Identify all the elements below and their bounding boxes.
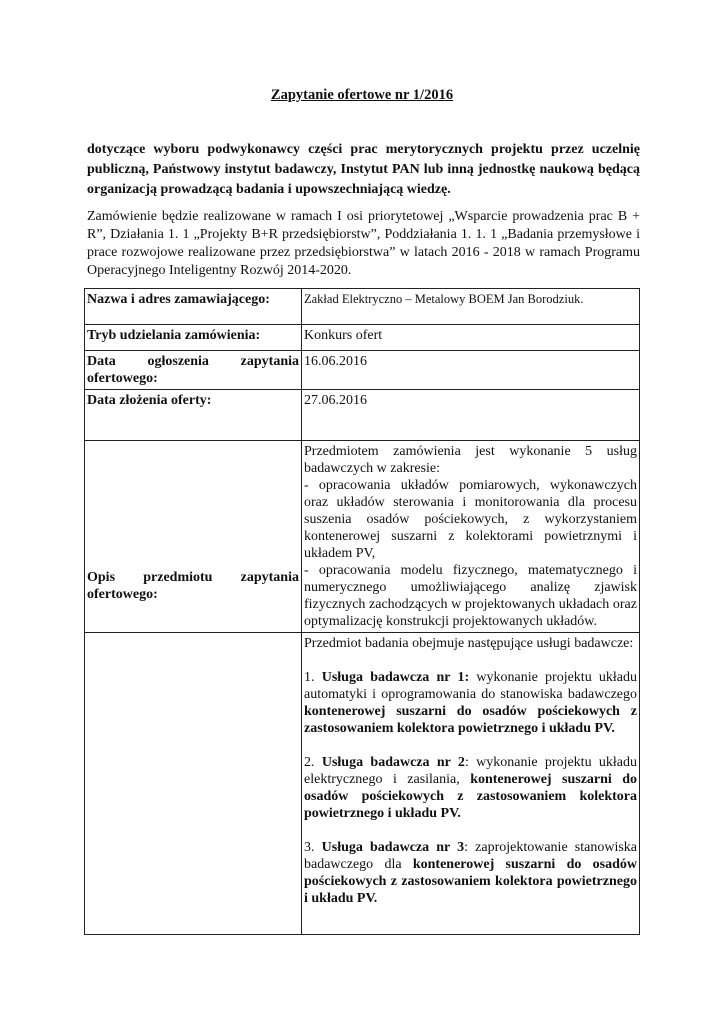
table-row xyxy=(85,390,640,441)
table-row xyxy=(85,351,640,390)
description-intro: Przedmiotem zamówienia jest wykonanie 5 usług badawczych w zakresie: xyxy=(304,444,637,476)
label-offer-date: Data złożenia oferty: xyxy=(85,390,302,441)
label-procedure: Tryb udzielania zamówienia: xyxy=(85,325,302,351)
empty-label-cell xyxy=(85,633,302,935)
value-offer-date: 27.06.2016 xyxy=(302,390,640,441)
intro-heading: dotyczące wyboru podwykonawcy części prac merytorycznych projektu przez uczelnię publiczną, Państwowy instytut badawczy, Instytut PAN lub inną jednostkę naukową będącą organizacją prowadzącą badania i upowszechniającą wiedzę. xyxy=(87,142,640,197)
label-announcement-date: Data ogłoszenia zapytania ofertowego: xyxy=(85,351,302,390)
value-procedure: Konkurs ofert xyxy=(302,325,640,351)
info-table xyxy=(84,288,640,935)
service-1-number: 1. xyxy=(304,670,315,685)
table-row xyxy=(85,441,640,633)
funding-paragraph: Zamówienie będzie realizowane w ramach I osi priorytetowej „Wsparcie prowadzenia prac B + R”, Działania 1. 1 „Projekty B+R przedsiębiorstw”, Poddziałania 1. 1. 1 „Badania przemysłowe i prace rozwojowe realizowane przez przedsiębiorstwa” w latach 2016 - 2018 w ramach Programu Operacyjnego Inteligentny Rozwój 2014-2020. xyxy=(87,209,640,278)
service-3 xyxy=(304,839,637,907)
service-1-text: wykonanie projektu układu automatyki i oprogramowania do stanowiska badawczego xyxy=(304,670,638,702)
service-2 xyxy=(304,754,637,822)
service-2-number: 2. xyxy=(304,755,315,770)
description-item-1: - opracowania układów pomiarowych, wykonawczych oraz układów sterowania i monitorowania dla procesu suszenia osadów pościekowych, z wykorzystaniem kontenerowej suszarni z kolektorami powietrznymi i układem PV, xyxy=(304,478,637,561)
table-row xyxy=(85,325,640,351)
spacer xyxy=(304,652,637,669)
service-1-bold: kontenerowej suszarni do osadów pościekowych z zastosowaniem kolektora powietrznego i układu PV. xyxy=(304,704,637,736)
table-row xyxy=(85,633,640,935)
value-announcement-date: 16.06.2016 xyxy=(302,351,640,390)
service-3-label: Usługa badawcza nr 3 xyxy=(321,840,465,855)
service-3-number: 3. xyxy=(304,840,315,855)
spacer xyxy=(304,737,637,754)
table-row xyxy=(85,289,640,325)
label-description: Opis przedmiotu zapytania ofertowego: xyxy=(85,441,302,633)
service-3-bold: kontenerowej suszarni do osadów pościekowych z zastosowaniem kolektora powietrznego i układu PV. xyxy=(304,857,637,906)
service-1-label: Usługa badawcza nr 1: xyxy=(321,670,470,685)
label-ordering-party: Nazwa i adres zamawiającego: xyxy=(85,289,302,325)
service-3-text: : zaprojektowanie stanowiska badawczego dla xyxy=(304,840,637,872)
value-ordering-party: Zakład Elektryczno – Metalowy BOEM Jan Borodziuk. xyxy=(302,289,640,325)
document-title: Zapytanie ofertowe nr 1/2016 xyxy=(270,87,454,103)
service-2-label: Usługa badawcza nr 2 xyxy=(321,755,465,770)
service-2-text: : wykonanie projektu układu elektrycznego i zasilania, xyxy=(304,755,638,787)
description-cell xyxy=(302,441,640,633)
service-1 xyxy=(304,669,637,737)
description-item-2: - opracowania modelu fizycznego, matematycznego i numerycznego umożliwiającego analizę zjawisk fizycznych zachodzących w projektowanych układach oraz optymalizację konstrukcji projektowanych układów. xyxy=(304,563,637,629)
service-2-bold: kontenerowej suszarni do osadów pościekowych z zastosowaniem kolektora powietrznego i układu PV. xyxy=(304,772,638,821)
spacer xyxy=(304,822,637,839)
services-cell xyxy=(302,633,640,935)
services-intro: Przedmiot badania obejmuje następujące usługi badawcze: xyxy=(304,636,634,651)
